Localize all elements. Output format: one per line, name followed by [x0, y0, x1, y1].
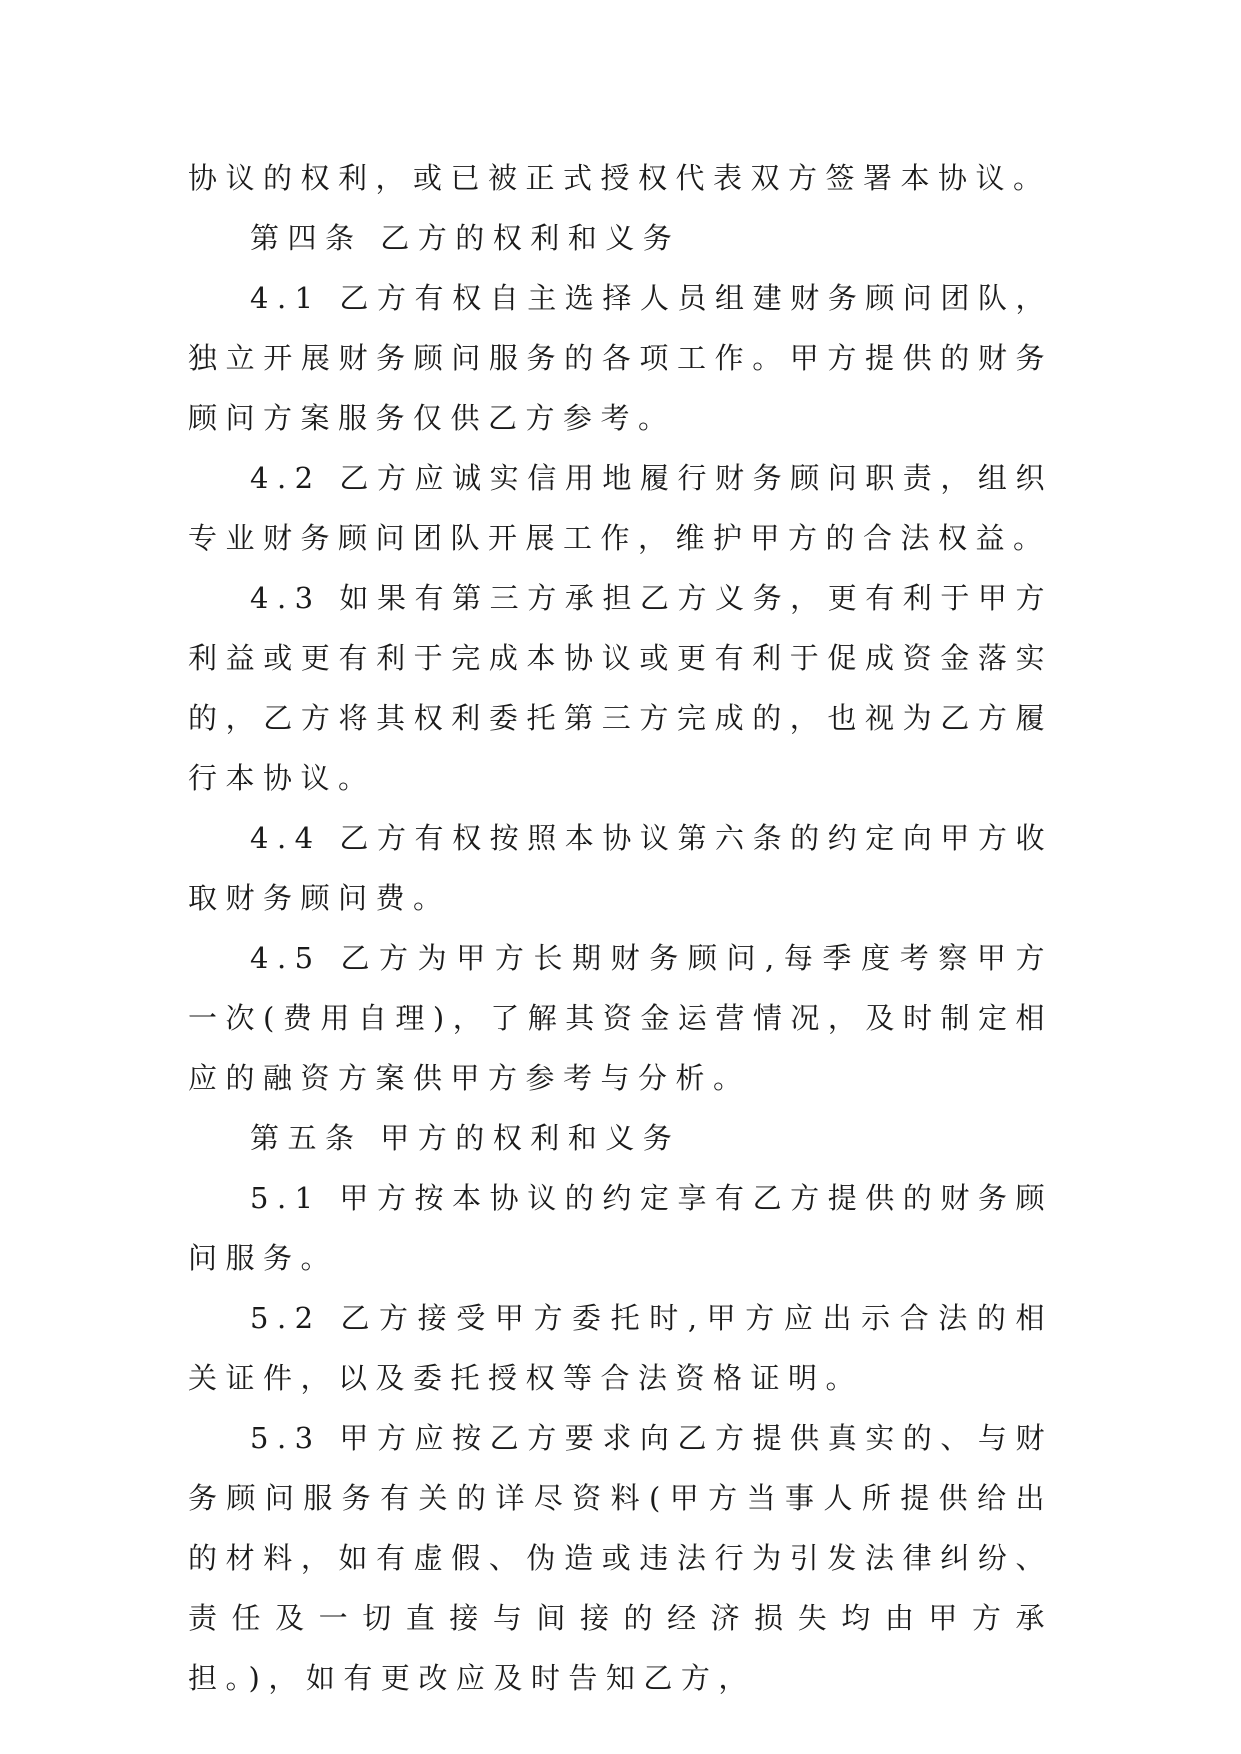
clause-5-2: 5.2 乙方接受甲方委托时,甲方应出示合法的相关证件，以及委托授权等合法资格证明。 [188, 1301, 1053, 1395]
clause-4-5: 4.5 乙方为甲方长期财务顾问,每季度考察甲方一次(费用自理)，了解其资金运营情况，及时制定相应的融资方案供甲方参考与分析。 [188, 941, 1053, 1095]
clause-4-4: 4.4 乙方有权按照本协议第六条的约定向甲方收取财务顾问费。 [188, 821, 1053, 915]
article-4-heading: 第四条 乙方的权利和义务 [250, 221, 681, 255]
paragraph-continuation: 协议的权利，或已被正式授权代表双方签署本协议。 [188, 161, 1051, 195]
clause-4-2: 4.2 乙方应诚实信用地履行财务顾问职责，组织专业财务顾问团队开展工作，维护甲方的合法权益。 [188, 461, 1053, 555]
clause-4-3: 4.3 如果有第三方承担乙方义务，更有利于甲方利益或更有利于完成本协议或更有利于促成资金落实的，乙方将其权利委托第三方完成的，也视为乙方履行本协议。 [188, 581, 1053, 795]
clause-4-1: 4.1 乙方有权自主选择人员组建财务顾问团队，独立开展财务顾问服务的各项工作。甲方提供的财务顾问方案服务仅供乙方参考。 [188, 281, 1053, 435]
article-5-heading: 第五条 甲方的权利和义务 [250, 1121, 681, 1155]
document-body [188, 148, 1053, 1708]
clause-5-3: 5.3 甲方应按乙方要求向乙方提供真实的、与财务顾问服务有关的详尽资料(甲方当事人所提供给出的材料，如有虚假、伪造或违法行为引发法律纠纷、责任及一切直接与间接的经济损失均由甲方承担。)，如有更改应及时告知乙方， [188, 1421, 1053, 1695]
clause-5-1: 5.1 甲方按本协议的约定享有乙方提供的财务顾问服务。 [188, 1181, 1053, 1275]
